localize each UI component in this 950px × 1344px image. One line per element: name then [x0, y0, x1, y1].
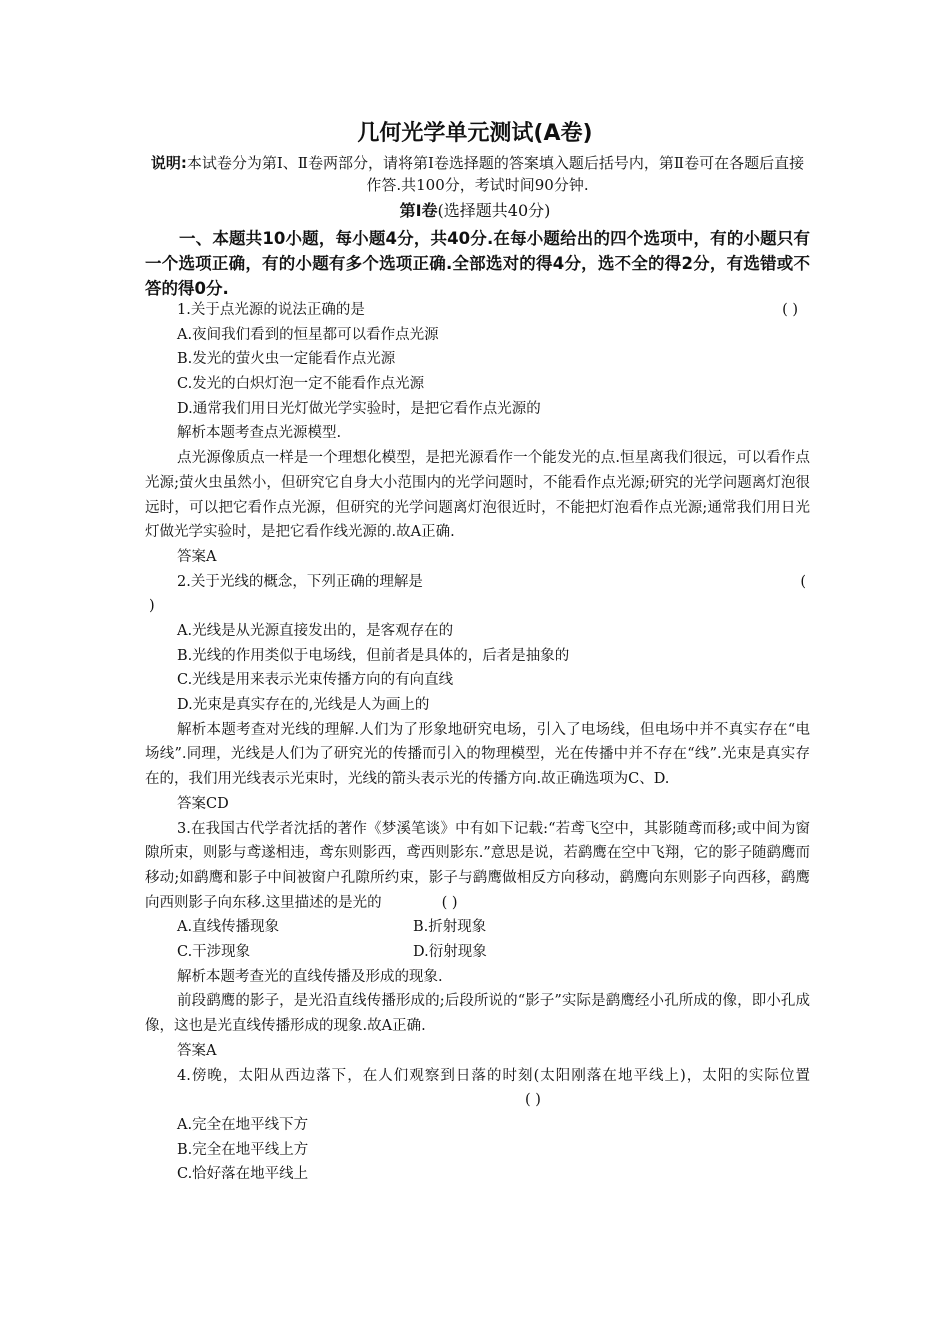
- q1-option-c: C.发光的白炽灯泡一定不能看作点光源: [177, 376, 425, 393]
- q1-option-d: D.通常我们用日光灯做光学实验时，是把它看作点光源的: [177, 400, 541, 417]
- q3-analysis-head: 解析本题考查光的直线传播及形成的现象.: [177, 968, 443, 985]
- q3-stem-text: 3.在我国古代学者沈括的著作《梦溪笔谈》中有如下记载:“若鸢飞空中，其影随鸢而移;或中间为窗隙所束，则影与鸢遂相违，鸢东则影西，鸢西则影东.”意思是说，若鹞鹰在空中飞翔，它的影子随鹞鹰而移动;如鹞鹰和影子中间被窗户孔隙所约束，影子与鹞鹰做相反方向移动，鹞鹰向东则影子向西移，鹞鹰向西则影子向东移.这里描述的是光的: [145, 820, 810, 911]
- q2-option-c: C.光线是用来表示光束传播方向的有向直线: [177, 672, 454, 689]
- section-heading: [0, 199, 950, 223]
- question-2-stem: [145, 570, 810, 595]
- q2-option-d: D.光束是真实存在的,光线是人为画上的: [177, 697, 430, 714]
- q1-answer: 答案A: [177, 548, 217, 565]
- q2-stem-text: 2.关于光线的概念，下列正确的理解是: [177, 573, 423, 590]
- section-sub: (选择题共40分): [437, 201, 551, 220]
- q2-option-b: B.光线的作用类似于电场线，但前者是具体的，后者是抽象的: [177, 647, 570, 664]
- q3-answer: 答案A: [177, 1042, 217, 1059]
- q3-options-row-1: [145, 915, 810, 940]
- question-1-stem: [145, 298, 810, 323]
- q4-option-a: A.完全在地平线下方: [177, 1116, 309, 1133]
- q2-paren-close: ): [149, 598, 155, 615]
- note-text: 本试卷分为第Ⅰ、Ⅱ卷两部分，请将第Ⅰ卷选择题的答案填入题后括号内，第Ⅱ卷可在各题后直接作答.共100分，考试时间90分钟.: [186, 154, 805, 194]
- q3-analysis: 前段鹞鹰的影子，是光沿直线传播形成的;后段所说的“影子”实际是鹞鹰经小孔所成的像，即小孔成像，这也是光直线传播形成的现象.故A正确.: [145, 993, 810, 1035]
- q3-option-a: A.直线传播现象: [177, 919, 280, 936]
- questions: [145, 298, 810, 1187]
- q2-option-a: A.光线是从光源直接发出的，是客观存在的: [177, 623, 454, 639]
- q3-option-d: D.衍射现象: [413, 944, 487, 961]
- page-title: 几何光学单元测试(A卷): [357, 121, 593, 146]
- q1-analysis-head: 解析本题考查点光源模型.: [177, 425, 342, 442]
- q1-answer-paren: ( ): [782, 302, 798, 318]
- q1-option-a: A.夜间我们看到的恒星都可以看作点光源: [177, 326, 439, 343]
- q4-option-c: C.恰好落在地平线上: [177, 1166, 309, 1183]
- q3-option-b: B.折射现象: [413, 919, 487, 936]
- q1-stem-text: 1.关于点光源的说法正确的是: [177, 302, 365, 318]
- q4-answer-paren: ( ): [525, 1092, 541, 1109]
- question-4-stem: [145, 1064, 810, 1113]
- note-label: 说明:: [150, 154, 187, 172]
- q3-options-row-2: [145, 940, 810, 965]
- q3-answer-paren: ( ): [441, 894, 458, 911]
- q4-option-b: B.完全在地平线上方: [177, 1141, 309, 1158]
- q4-stem-text: 4.傍晚，太阳从西边落下，在人们观察到日落的时刻(太阳刚落在地平线上)，太阳的实际位置: [177, 1067, 810, 1084]
- question-3-stem: [145, 817, 810, 916]
- instructions: 一、本题共10小题，每小题4分，共40分.在每小题给出的四个选项中，有的小题只有一个选项正确，有的小题有多个选项正确.全部选对的得4分，选不全的得2分，有选错或不答的得0分.: [145, 229, 810, 298]
- section-label: 第Ⅰ卷: [399, 201, 438, 220]
- q1-option-b: B.发光的萤火虫一定能看作点光源: [177, 351, 396, 368]
- q1-analysis: 点光源像质点一样是一个理想化模型，是把光源看作一个能发光的点.恒星离我们很远，可以看作点光源;萤火虫虽然小，但研究它自身大小范围内的光学问题时，不能看作点光源;研究的光学问题离灯泡很远时，可以把它看作点光源，但研究的光学问题离灯泡很近时，不能把灯泡看作点光源;通常我们用日光灯做光学实验时，是把它看作线光源的.故A正确.: [145, 450, 810, 541]
- q2-paren-open: (: [800, 573, 806, 590]
- q3-option-c: C.干涉现象: [177, 944, 251, 961]
- exam-note: [145, 152, 810, 196]
- q2-analysis: 解析本题考查对光线的理解.人们为了形象地研究电场，引入了电场线，但电场中并不真实存在“电场线”.同理，光线是人们为了研究光的传播而引入的物理模型，光在传播中并不存在“线”.光束是真实存在的，我们用光线表示光束时，光线的箭头表示光的传播方向.故正确选项为C、D.: [145, 721, 810, 788]
- q2-answer: 答案CD: [177, 795, 229, 812]
